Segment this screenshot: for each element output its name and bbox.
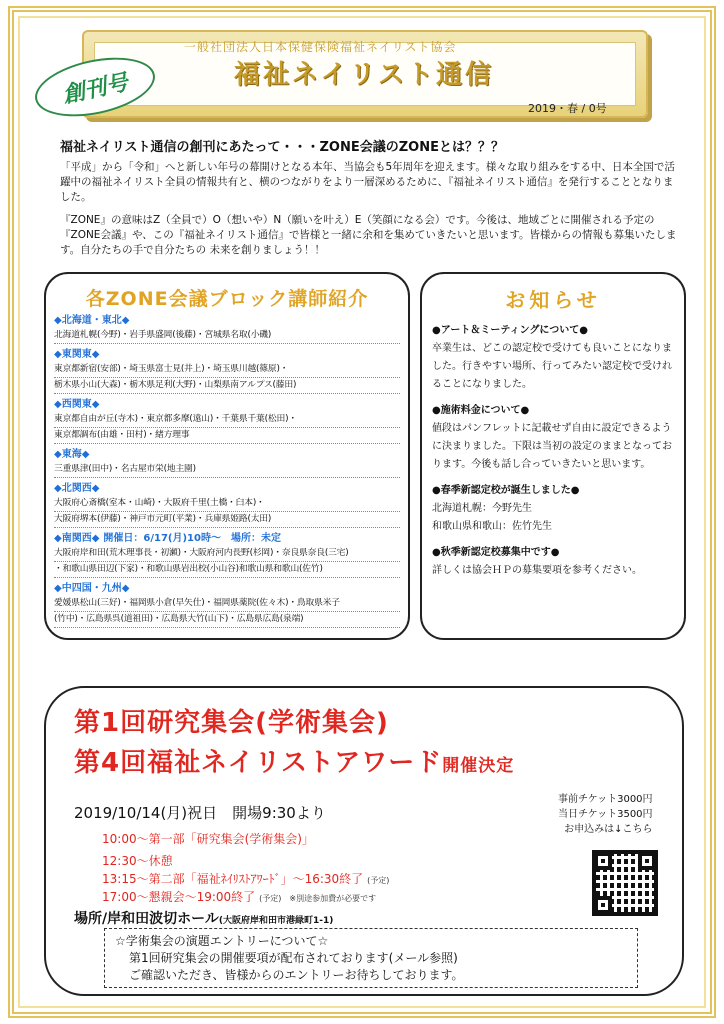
region-name: ◆北関西◆	[54, 483, 100, 494]
region-instructors: 大阪府堺本(伊藤)・神戸市元町(平業)・兵庫県姫路(太田)	[54, 512, 400, 528]
region-instructors: ・和歌山県田辺(下家)・和歌山県岩出校(小山谷)和歌山県和歌山(佐竹)	[54, 562, 400, 578]
notice-box	[420, 272, 686, 640]
zone-region-list	[54, 313, 400, 628]
notice-box-title: お知らせ	[505, 288, 601, 312]
notice-item-text: 北海道札幌：今野先生 和歌山県和歌山：佐竹先生	[432, 503, 552, 532]
event-title-2	[74, 742, 514, 779]
event-title-2-main: 第4回福祉ネイリストアワード	[74, 748, 443, 778]
intro-heading: 福祉ネイリスト通信の創刊にあたって・・・ZONE会議のZONEとは？？？	[60, 140, 504, 155]
ticket-apply: お申込みは↓こちら	[564, 824, 653, 835]
schedule-text: 17:00～懇親会～19:00終了	[102, 890, 256, 904]
qr-code-icon[interactable]	[592, 850, 658, 916]
region-note: 開催日：6/17(月)10時～ 場所：未定	[103, 533, 281, 544]
intro-paragraph-1: 「平成」から「令和」へと新しい年号の幕開けとなる本年、当協会も5年周年を迎えます。様々な取り組みをする中、日本全国で活躍中の福祉ネイリスト全員の情報共有と、横のつながりをより一層深めるために、『福祉ネイリスト通信』を発行することとなりました。	[60, 161, 675, 203]
intro-paragraph-2: 『ZONE』の意味はZ（全員で）O（想いや）N（願いを叶え）E（笑顔になる会）です。今後は、地域ごとに開催される予定の『ZONE会議』や、この『福祉ネイリスト通信』で皆様と一緒に余和を集めていきたいと思います。皆様からの情報も募集いたします。自分たちの手で自分たちの 未来を創りましょう！！	[60, 214, 677, 256]
notice-item-text: 詳しくは協会ＨＰの募集要項を参考ください。	[432, 565, 642, 576]
ticket-door: 当日チケット3500円	[558, 809, 653, 820]
region-name: ◆西関東◆	[54, 399, 100, 410]
event-title-2-suffix: 開催決定	[442, 756, 515, 776]
zone-region-heading	[54, 447, 400, 462]
region-instructors: 愛媛県松山(三好)・福岡県小倉(早矢仕)・福岡県薬院(佐々木)・鳥取県米子	[54, 596, 400, 612]
entry-line-1: 第1回研究集会の開催要項が配布されております(メール参照)	[129, 951, 458, 965]
entry-line-2: ご確認いただき、皆様からのエントリーお待ちしております。	[129, 968, 464, 982]
region-instructors: 栃木県小山(大森)・栃木県足利(大野)・山梨県南アルプス(藤田)	[54, 378, 400, 394]
region-instructors: 東京都調布(由雄・田村)・緒方理事	[54, 428, 400, 444]
ticket-advance: 事前チケット3000円	[558, 794, 653, 805]
notice-item-title: ●アート＆ミーティングについて●	[432, 325, 588, 336]
schedule-text: 10:00～第一部「研究集会(学術集会)」	[102, 832, 314, 846]
notice-item-text: 卒業生は、どこの認定校で受けても良いことになりました。行きやすい場所、行ってみたい認定校で受けれることになりました。	[432, 343, 672, 390]
schedule-note: (予定)	[367, 876, 390, 885]
event-box	[44, 686, 684, 996]
zone-region-heading	[54, 313, 400, 328]
region-instructors: (竹中)・広島県呉(道祖田)・広島県大竹(山下)・広島県広島(泉端)	[54, 612, 400, 628]
region-name: ◆中四国・九州◆	[54, 583, 130, 594]
region-name: ◆東海◆	[54, 449, 90, 460]
notice-item-title: ●秋季新認定校募集中です●	[432, 547, 560, 558]
organization-name: 一般社団法人日本保健保険福祉ネイリスト協会	[184, 40, 457, 54]
zone-instructors-box	[44, 272, 410, 640]
region-instructors: 三重県津(田中)・名古屋市栄(地主園)	[54, 462, 400, 478]
event-place	[74, 908, 333, 928]
region-instructors: 大阪府岸和田(荒木理事長・初瀬)・大阪府河内長野(杉岡)・奈良県奈良(三宅)	[54, 546, 400, 562]
newsletter-title: 福祉ネイリスト通信	[234, 60, 494, 90]
event-date: 2019/10/14(月)祝日 開場9:30より	[74, 804, 326, 822]
notice-list	[432, 322, 674, 580]
schedule-item	[102, 888, 376, 905]
region-instructors: 大阪府心斎橋(室本・山崎)・大阪府千里(土橋・臼本)・	[54, 496, 400, 512]
region-instructors: 北海道札幌(今野)・岩手県盛岡(後藤)・宮城県名取(小磯)	[54, 328, 400, 344]
zone-box-title: 各ZONE会議ブロック講師紹介	[85, 288, 369, 310]
notice-item-title: ●施術料金について●	[432, 405, 530, 416]
zone-region-heading	[54, 481, 400, 496]
zone-region-heading	[54, 397, 400, 412]
region-instructors: 東京都自由が丘(寺木)・東京都多摩(遠山)・千葉県千葉(松田)・	[54, 412, 400, 428]
entry-title: ☆学術集会の演題エントリーについて☆	[115, 934, 329, 948]
region-name: ◆東関東◆	[54, 349, 100, 360]
entry-notice	[104, 928, 638, 988]
schedule-text: 12:30～休憩	[102, 854, 173, 868]
issue-number: 2019・春 / 0号	[528, 102, 607, 115]
schedule-note: (予定) ※別途参加費が必要です	[259, 894, 377, 903]
zone-region-heading	[54, 347, 400, 362]
schedule-text: 13:15～第二部「福祉ﾈｲﾘｽﾄｱﾜｰﾄﾞ」～16:30終了	[102, 872, 364, 886]
event-place-name: 場所/岸和田波切ホール	[74, 911, 219, 927]
zone-region-heading	[54, 581, 400, 596]
ticket-info	[558, 792, 653, 837]
schedule-item	[102, 870, 389, 887]
region-name: ◆北海道・東北◆	[54, 315, 130, 326]
event-title-1: 第1回研究集会(学術集会)	[74, 708, 389, 738]
zone-region-heading	[54, 531, 400, 546]
notice-item-title: ●春季新認定校が誕生しました●	[432, 485, 580, 496]
notice-item-text: 値段はパンフレットに記載せず自由に設定できるように決まりました。下限は当初の設定のままとなっております。今後も話し合っていきたいと思います。	[432, 423, 672, 470]
schedule-item	[102, 852, 173, 869]
schedule-item	[102, 830, 314, 847]
region-name: ◆南関西◆	[54, 533, 100, 544]
event-place-address: (大阪府岸和田市港緑町1-1)	[218, 916, 334, 926]
intro-text	[60, 160, 680, 266]
region-instructors: 東京都新宿(安部)・埼玉県富士見(井上)・埼玉県川越(篠原)・	[54, 362, 400, 378]
badge-label: 創刊号	[60, 69, 131, 109]
